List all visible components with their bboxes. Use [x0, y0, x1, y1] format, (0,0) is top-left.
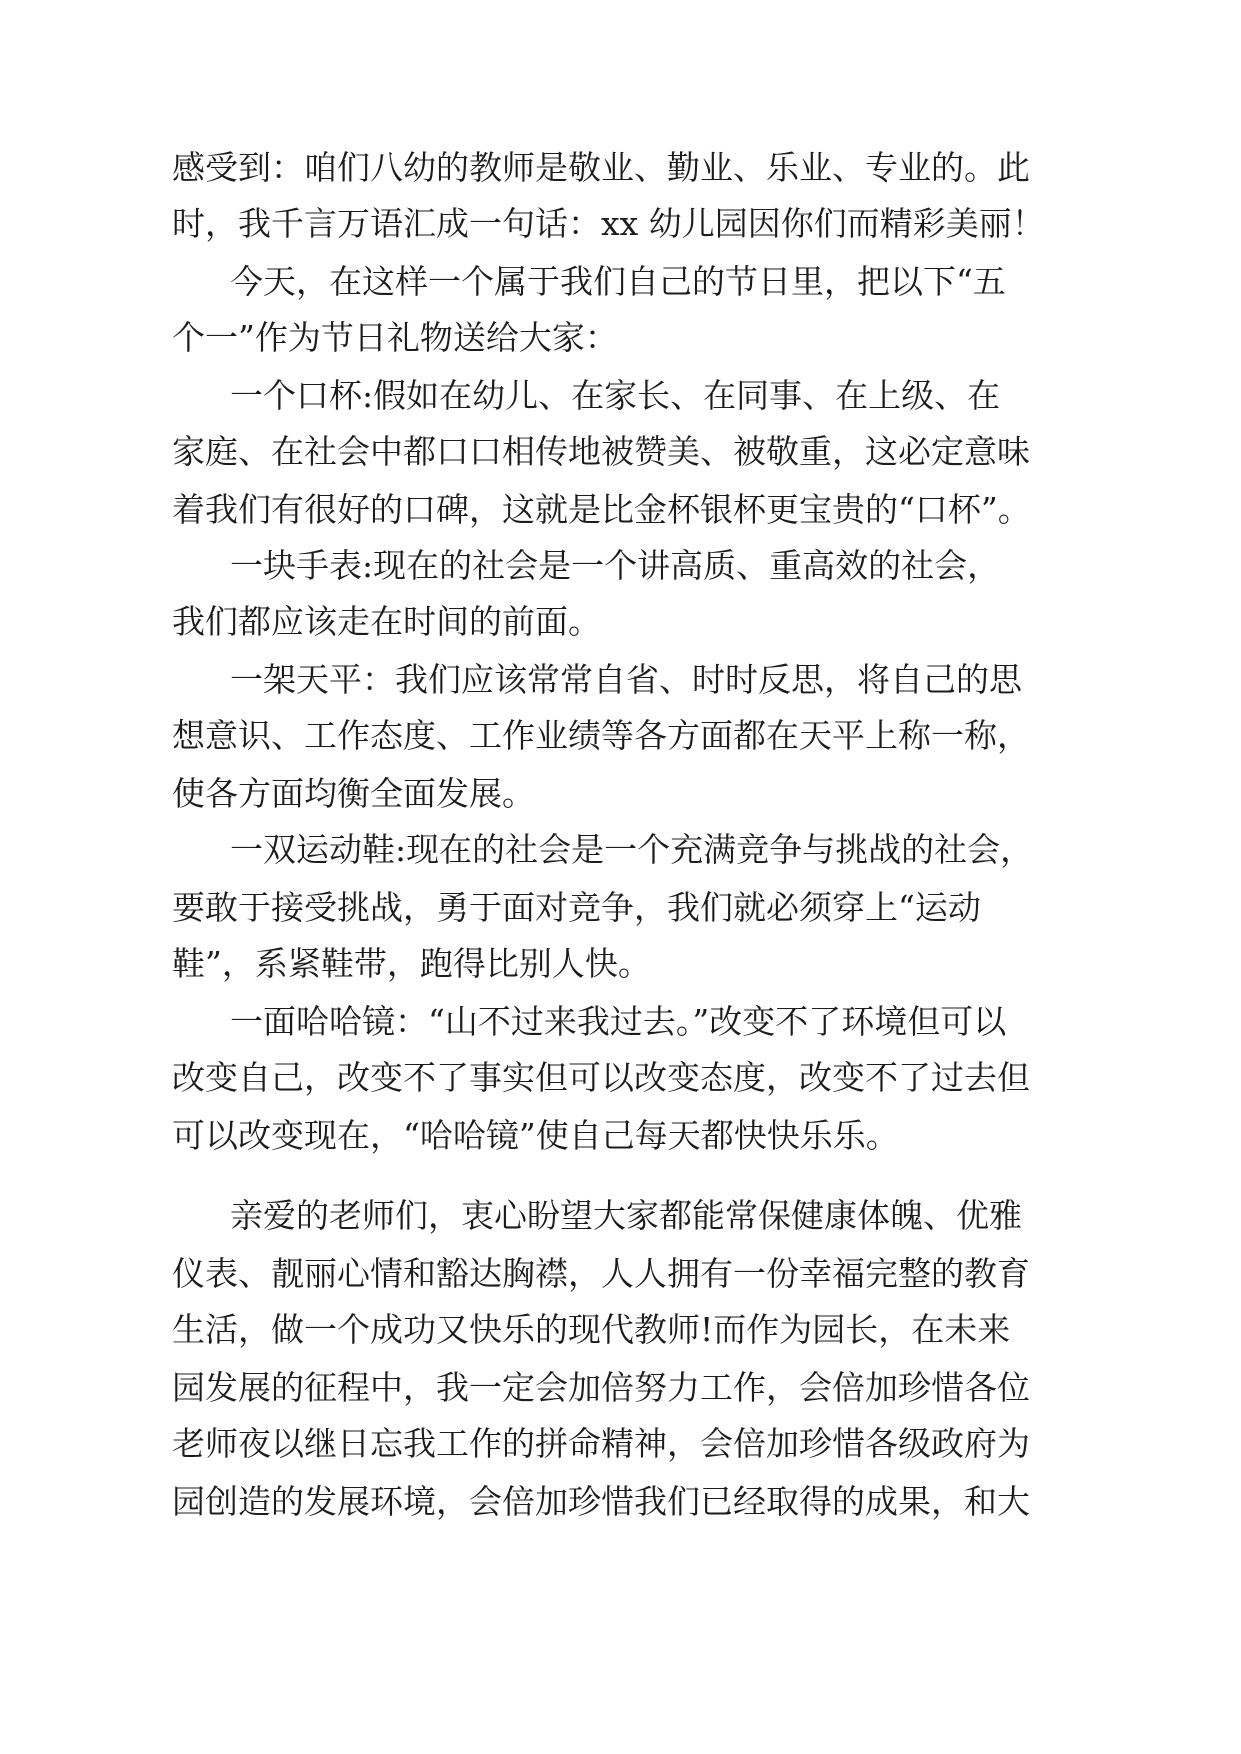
- text-line-13: 一双运动鞋:现在的社会是一个充满竞争与挑战的社会，: [230, 830, 1034, 869]
- text-line-14: 要敢于接受挑战，勇于面对竞争，我们就必须穿上“运动: [172, 888, 981, 927]
- text-line-5: 一个口杯:假如在幼儿、在家长、在同事、在上级、在: [230, 376, 1001, 415]
- text-line-23: 老师夜以继日忘我工作的拼命精神，会倍加珍惜各级政府为: [172, 1424, 1030, 1463]
- text-line-12: 使各方面均衡全面发展。: [172, 774, 535, 813]
- text-line-21: 生活，做一个成功又快乐的现代教师!而作为园长，在未来: [172, 1310, 1011, 1349]
- text-line-17: 改变自己，改变不了事实但可以改变态度，改变不了过去但: [172, 1058, 1030, 1097]
- text-line-9: 我们都应该走在时间的前面。: [172, 602, 601, 641]
- text-line-15: 鞋”，系紧鞋带，跑得比别人快。: [172, 944, 651, 983]
- text-line-22: 园发展的征程中，我一定会加倍努力工作，会倍加珍惜各位: [172, 1368, 1030, 1407]
- text-line-4: 个一”作为节日礼物送给大家：: [172, 318, 618, 357]
- text-line-3: 今天，在这样一个属于我们自己的节日里，把以下“五: [230, 262, 1006, 301]
- text-line-19: 亲爱的老师们，衷心盼望大家都能常保健康体魄、优雅: [230, 1196, 1022, 1235]
- text-line-18: 可以改变现在，“哈哈镜”使自己每天都快快乐乐。: [172, 1116, 899, 1155]
- text-line-11: 想意识、工作态度、工作业绩等各方面都在天平上称一称，: [172, 716, 1030, 755]
- text-line-6: 家庭、在社会中都口口相传地被赞美、被敬重，这必定意味: [172, 432, 1030, 471]
- text-line-8: 一块手表:现在的社会是一个讲高质、重高效的社会，: [230, 546, 1001, 585]
- text-line-16: 一面哈哈镜：“山不过来我过去。”改变不了环境但可以: [230, 1002, 1007, 1041]
- text-line-2: 时，我千言万语汇成一句话：xx 幼儿园因你们而精彩美丽！: [172, 204, 1045, 243]
- text-line-7: 着我们有很好的口碑，这就是比金杯银杯更宝贵的“口杯”。: [172, 490, 1031, 529]
- text-line-1: 感受到：咱们八幼的教师是敬业、勤业、乐业、专业的。此: [172, 148, 1030, 187]
- text-line-10: 一架天平：我们应该常常自省、时时反思，将自己的思: [230, 660, 1022, 699]
- text-line-20: 仪表、靓丽心情和豁达胸襟，人人拥有一份幸福完整的教育: [172, 1254, 1030, 1293]
- text-line-24: 园创造的发展环境，会倍加珍惜我们已经取得的成果，和大: [172, 1482, 1030, 1521]
